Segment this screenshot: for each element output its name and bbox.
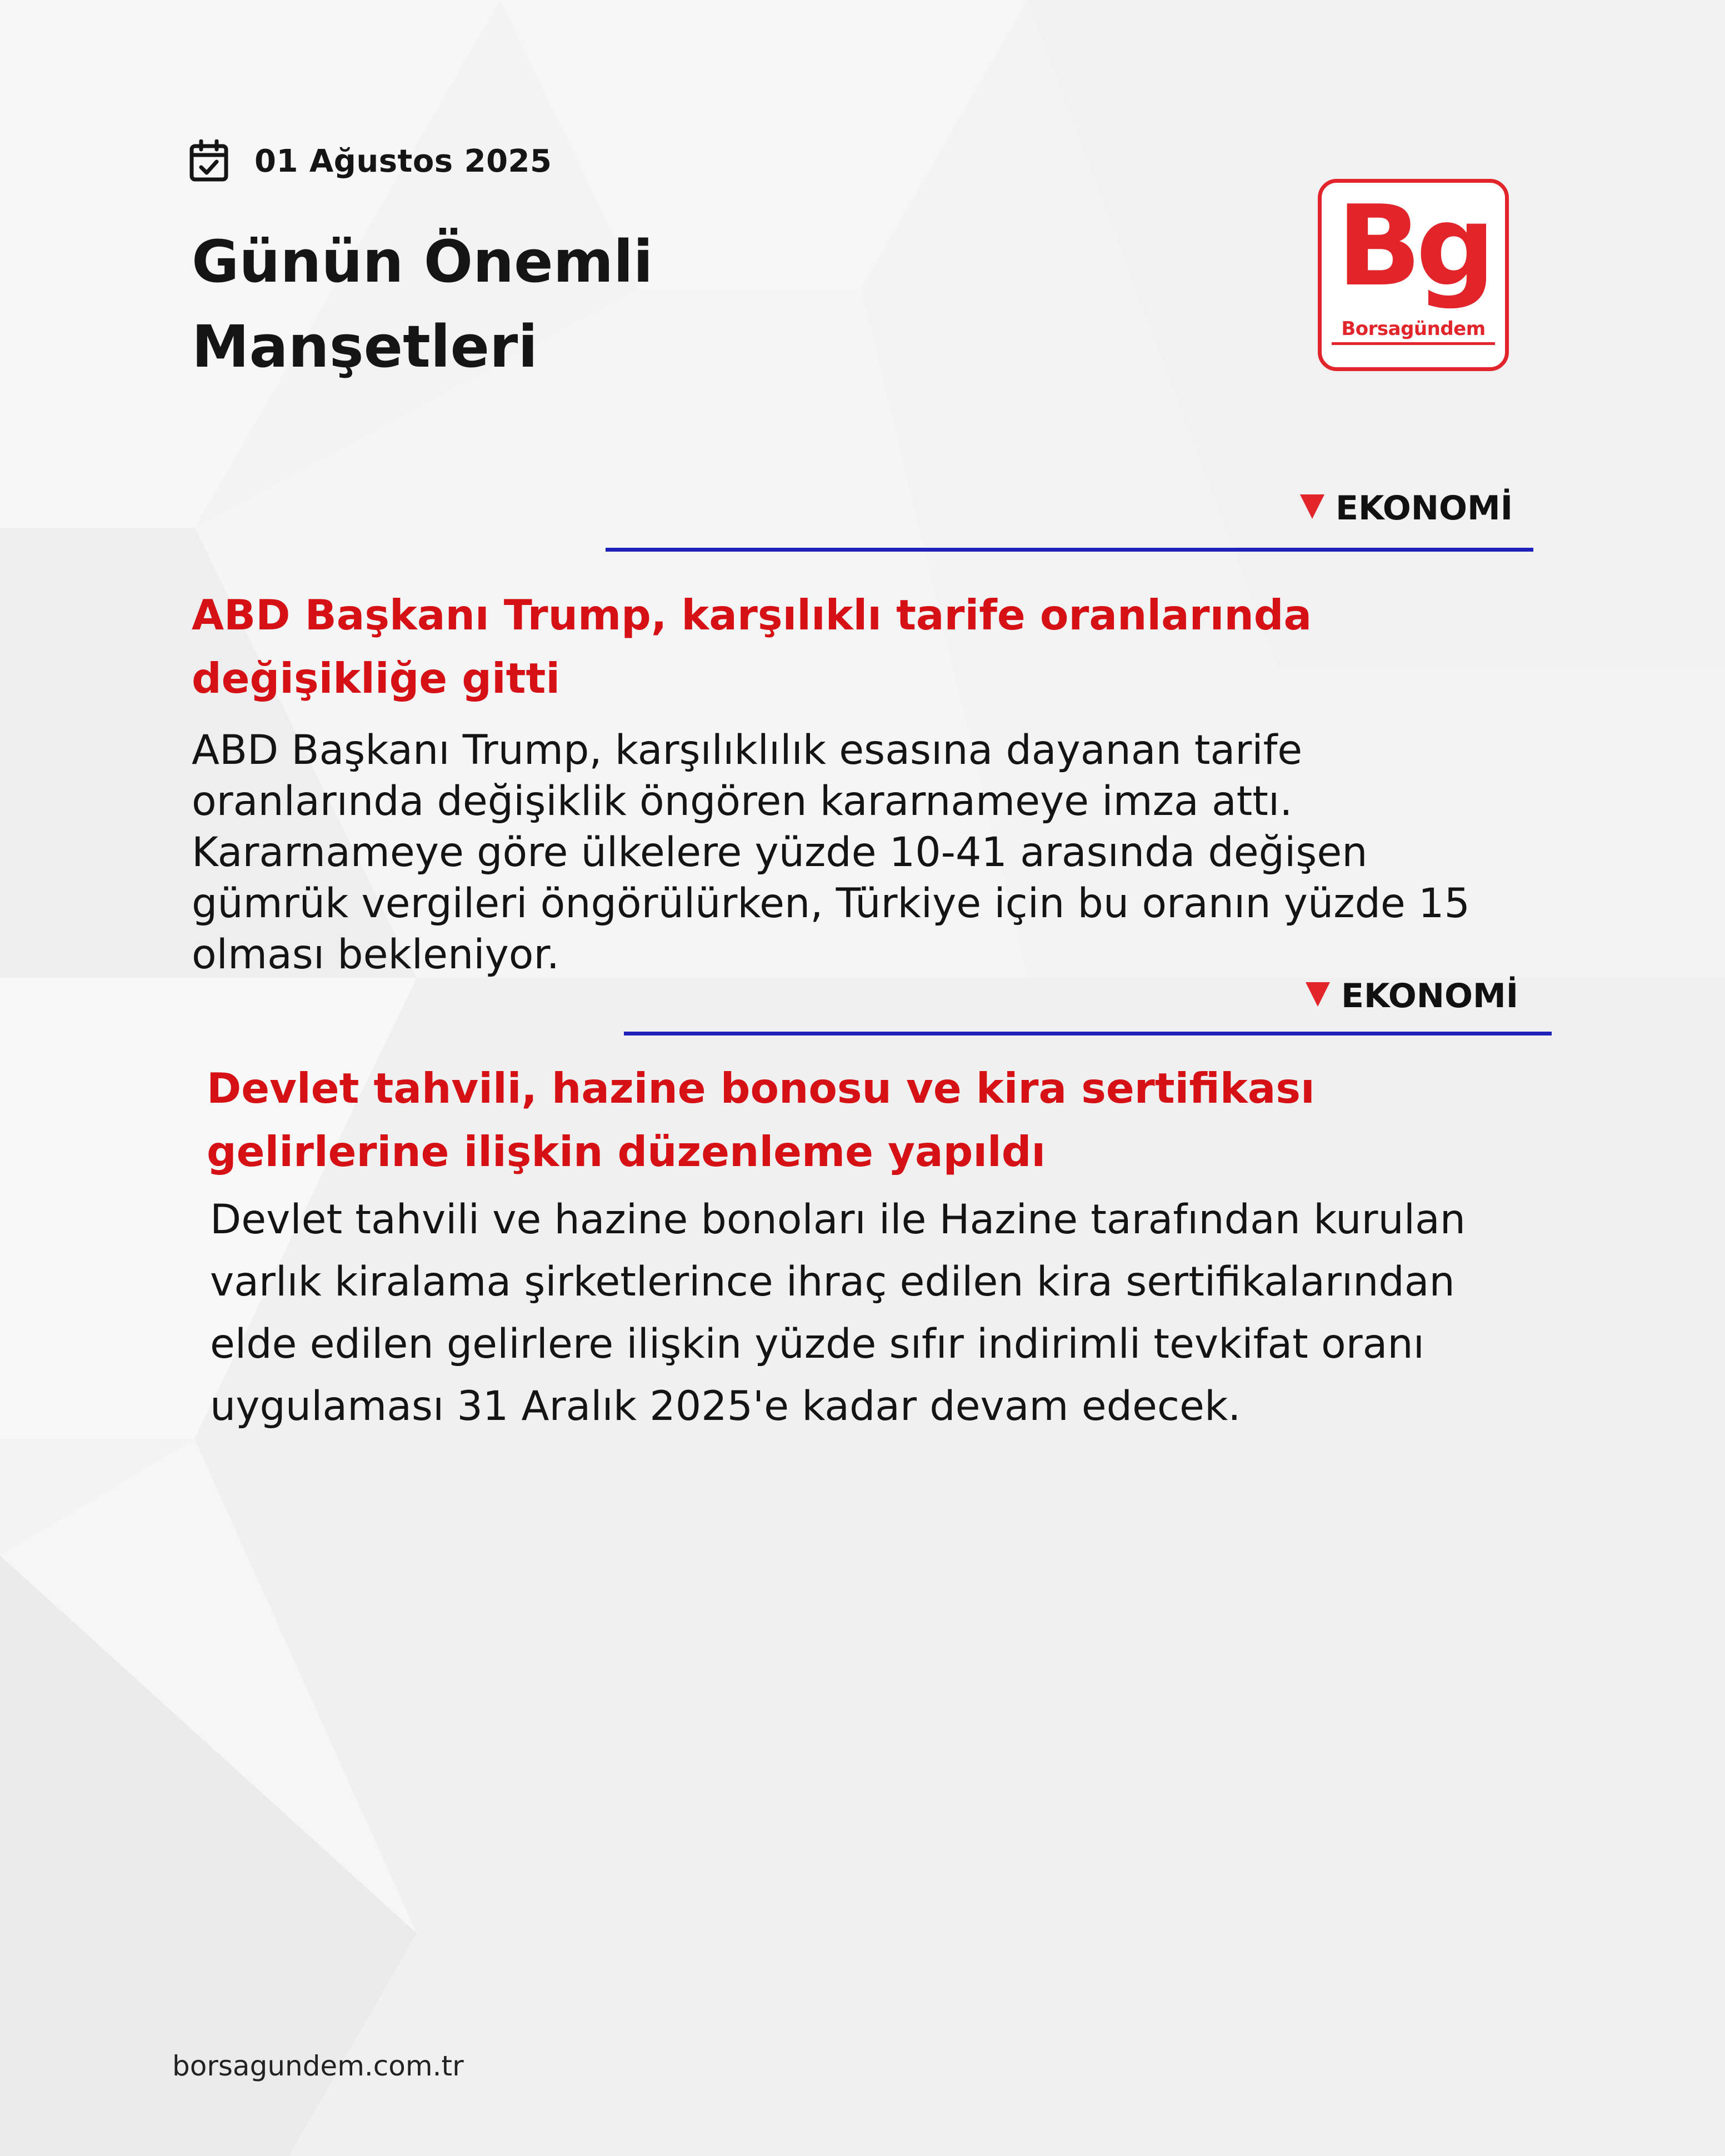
website-url[interactable]: borsagundem.com.tr [172,2050,464,2082]
logo-mark: Bg [1337,182,1490,311]
category-text: EKONOMİ [1336,489,1513,528]
triangle-down-icon [1300,494,1324,519]
category-label [1300,489,1513,528]
logo-name: Borsagündem [1332,318,1495,345]
brand-logo [1318,179,1509,371]
date-row [189,138,552,184]
article-body: Devlet tahvili ve hazine bonoları ile Hazine tarafından kurulan varlık kiralama şirketlerince ihraç edilen kira sertifikalarından elde edilen gelirlere ilişkin yüzde sıfır indirimli tevkifat oranı uygulaması 31 Aralık 2025'e kadar devam edecek. [210,1196,1466,1430]
article-body: ABD Başkanı Trump, karşılıklılık esasına dayanan tarife oranlarında değişiklik öngören kararnameye imza attı. Kararnameye göre ülkelere yüzde 10-41 arasında değişen gümrük vergileri öngörülürken, Türkiye için bu oranın yüzde 15 olması bekleniyor. [192,727,1470,978]
section-divider [606,548,1533,552]
category-label [1306,977,1518,1016]
category-text: EKONOMİ [1341,977,1519,1016]
calendar-check-icon [189,139,229,183]
page-title: Günün Önemli Manşetleri [192,228,653,381]
date-label: 01 Ağustos 2025 [254,143,552,179]
article-headline[interactable]: ABD Başkanı Trump, karşılıklı tarife oranlarında değişikliğe gitti [192,591,1312,703]
article-headline[interactable]: Devlet tahvili, hazine bonosu ve kira sertifikası gelirlerine ilişkin düzenleme yapıldı [207,1064,1315,1176]
section-divider [624,1032,1552,1036]
triangle-down-icon [1306,982,1330,1007]
